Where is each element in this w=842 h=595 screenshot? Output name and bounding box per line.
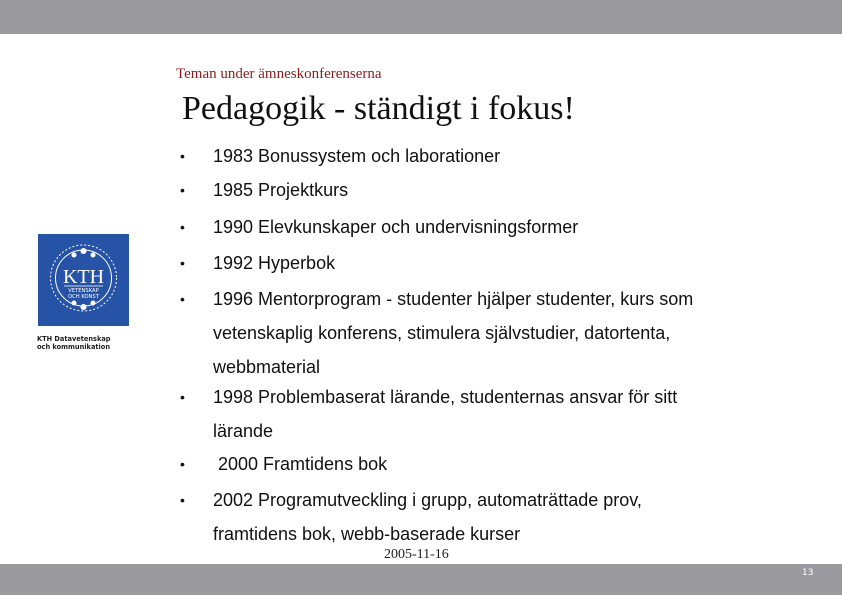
bullet-text: 1998 Problembaserat lärande, studenternas ansvar för sitt xyxy=(213,387,678,407)
bullet-marker: • xyxy=(180,219,185,235)
page-number: 13 xyxy=(802,568,814,578)
bullet-marker: • xyxy=(180,148,185,164)
bullet-marker: • xyxy=(180,389,185,405)
bullet-marker: • xyxy=(180,182,185,198)
bullet-marker: • xyxy=(180,255,185,271)
logo-line2: OCH KONST xyxy=(68,294,99,300)
bullet-text: 1992 Hyperbok xyxy=(213,253,336,273)
bullet-text: 1996 Mentorprogram - studenter hjälper studenter, kurs som xyxy=(213,289,694,309)
slide-date: 2005-11-16 xyxy=(384,547,449,562)
logo-line1: VETENSKAP xyxy=(68,288,99,294)
logo-caption-line2: och kommunikation xyxy=(37,343,111,351)
bullet-text: 2000 Framtidens bok xyxy=(213,454,388,474)
bullet-marker: • xyxy=(180,456,185,472)
bullet-text: vetenskaplig konferens, stimulera självstudier, datortenta, xyxy=(213,323,671,343)
slide-title: Pedagogik - ständigt i fokus! xyxy=(182,90,575,127)
logo-caption xyxy=(37,335,147,351)
kth-logo-icon xyxy=(38,234,129,326)
bullet-text: 2002 Programutveckling i grupp, automaträttade prov, xyxy=(213,490,642,510)
bullet-text: 1990 Elevkunskaper och undervisningsformer xyxy=(213,217,579,237)
bullet-text: 1983 Bonussystem och laborationer xyxy=(213,146,501,166)
bullet-marker: • xyxy=(180,291,185,307)
bullet-text: lärande xyxy=(213,421,274,441)
bullet-marker: • xyxy=(180,492,185,508)
logo-wordmark: KTH xyxy=(62,266,105,288)
bullet-text: webbmaterial xyxy=(213,357,321,377)
bullet-text: 1985 Projektkurs xyxy=(213,180,349,200)
bullet-text: framtidens bok, webb-baserade kurser xyxy=(213,524,521,544)
slide-kicker: Teman under ämneskonferenserna xyxy=(176,66,382,82)
logo-caption-line1: KTH Datavetenskap xyxy=(37,335,111,343)
